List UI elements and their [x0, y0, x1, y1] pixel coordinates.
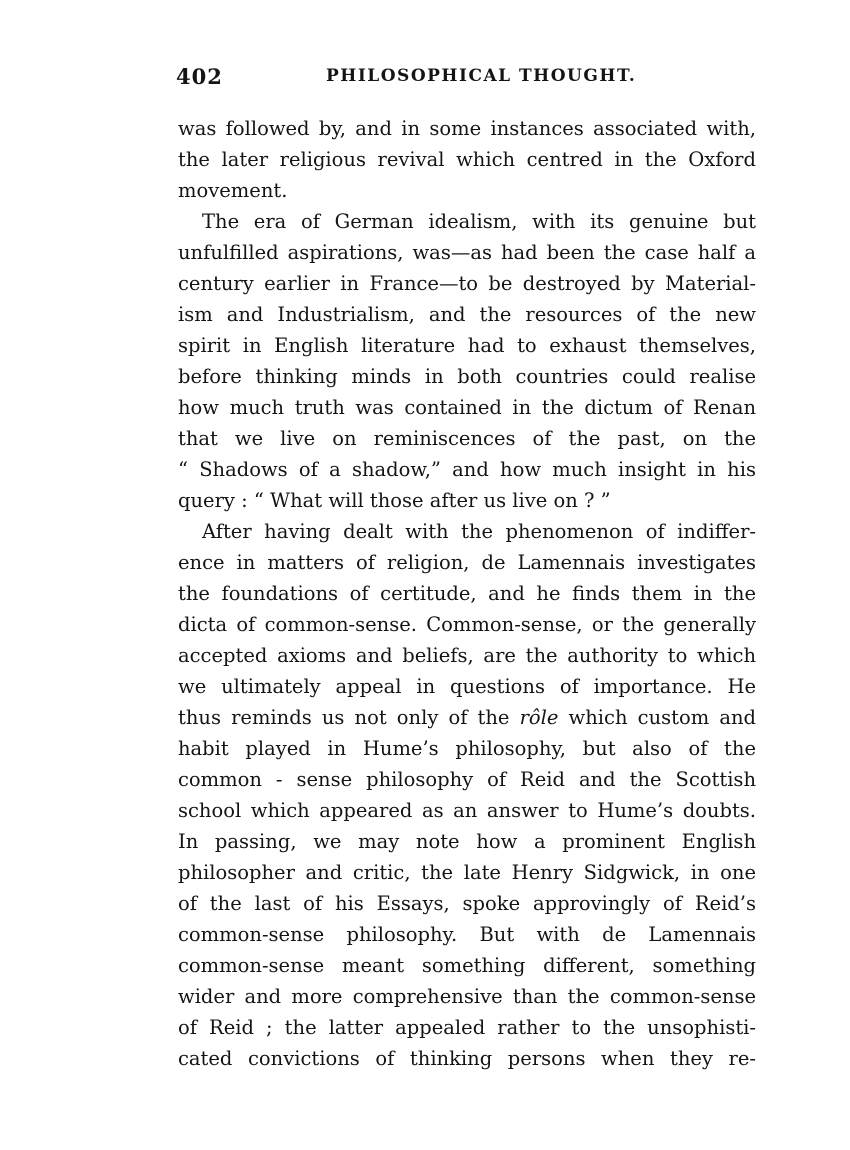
text-line: spirit in English literature had to exhaust themselves,: [178, 334, 756, 357]
text-line: of Reid ; the latter appealed rather to the unsophisti-: [178, 1016, 756, 1039]
text-line: After having dealt with the phenomenon of indiffer-: [202, 520, 756, 543]
body-text: [178, 113, 756, 1074]
text-line: habit played in Hume’s philosophy, but also of the: [178, 737, 756, 760]
running-title: PHILOSOPHICAL THOUGHT.: [326, 66, 637, 86]
text-fragment: which custom and: [558, 706, 756, 729]
text-line: was followed by, and in some instances associated with,: [178, 117, 756, 140]
text-line: ism and Industrialism, and the resources of the new: [178, 303, 756, 326]
text-line: cated convictions of thinking persons when they re-: [178, 1047, 756, 1070]
text-line: the foundations of certitude, and he finds them in the: [178, 582, 756, 605]
text-line: “ Shadows of a shadow,” and how much insight in his: [178, 458, 756, 481]
text-fragment: thus reminds us not only of the: [178, 706, 520, 729]
text-line: before thinking minds in both countries could realise: [178, 365, 756, 388]
text-line: movement.: [178, 179, 288, 202]
text-line: common - sense philosophy of Reid and the Scottish: [178, 768, 756, 791]
text-line: [178, 702, 756, 733]
text-line: The era of German idealism, with its genuine but: [202, 210, 756, 233]
text-line: that we live on reminiscences of the past, on the: [178, 427, 756, 450]
text-line: how much truth was contained in the dictum of Renan: [178, 396, 756, 419]
text-line: the later religious revival which centred in the Oxford: [178, 148, 756, 171]
text-line: unfulfilled aspirations, was—as had been the case half a: [178, 241, 756, 264]
text-line: wider and more comprehensive than the common-sense: [178, 985, 756, 1008]
text-line: accepted axioms and beliefs, are the authority to which: [178, 644, 756, 667]
text-line: In passing, we may note how a prominent English: [178, 830, 756, 853]
text-line: century earlier in France—to be destroyed by Material-: [178, 272, 756, 295]
text-line: of the last of his Essays, spoke approvingly of Reid’s: [178, 892, 756, 915]
text-line: dicta of common-sense. Common-sense, or the generally: [178, 613, 756, 636]
text-line: common-sense philosophy. But with de Lamennais: [178, 923, 756, 946]
running-head: [176, 64, 756, 94]
italic-word: rôle: [519, 706, 559, 729]
text-line: query : “ What will those after us live on ? ”: [178, 489, 611, 512]
page-number: 402: [176, 64, 223, 89]
text-line: common-sense meant something different, something: [178, 954, 756, 977]
text-line: we ultimately appeal in questions of importance. He: [178, 675, 756, 698]
text-line: ence in matters of religion, de Lamennais investigates: [178, 551, 756, 574]
text-line: philosopher and critic, the late Henry Sidgwick, in one: [178, 861, 756, 884]
text-line: school which appeared as an answer to Hume’s doubts.: [178, 799, 756, 822]
